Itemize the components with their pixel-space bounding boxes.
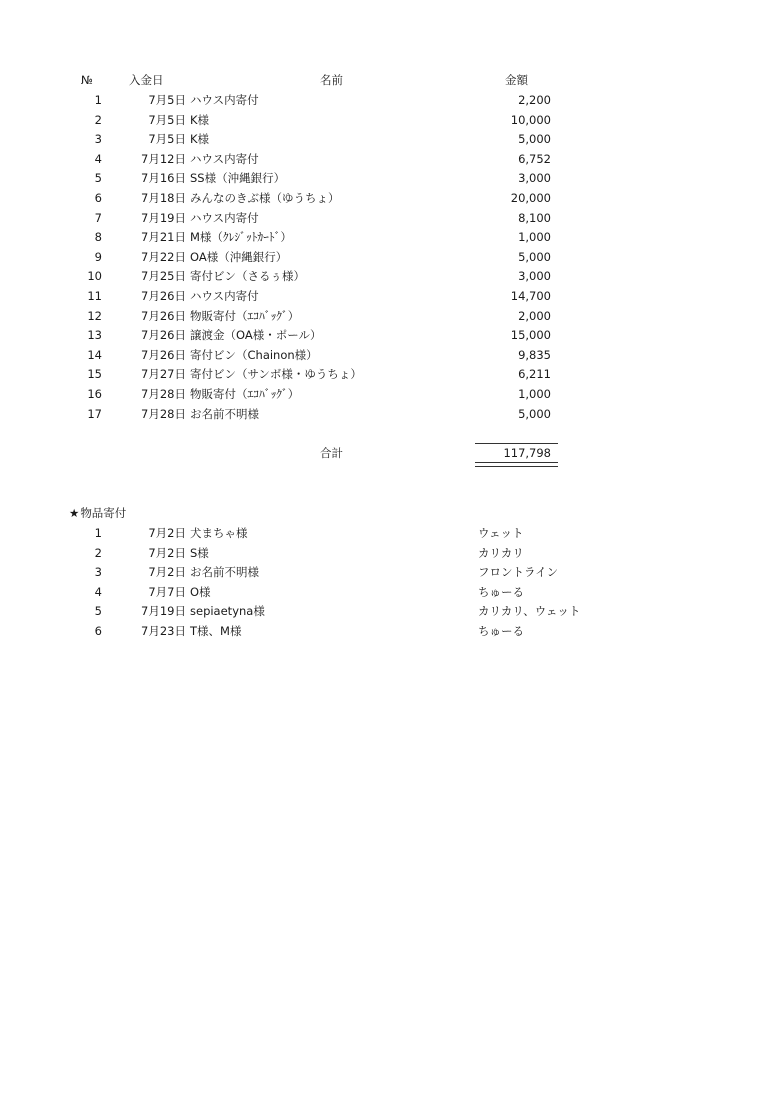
row-no: 6 [94, 191, 102, 205]
table-row [0, 346, 780, 366]
header-name: 名前 [320, 73, 343, 87]
row-name: みんなのきぶ様（ゆうちょ） [190, 191, 340, 205]
total-label: 合計 [320, 446, 343, 460]
row-name: ハウス内寄付 [190, 289, 259, 303]
row-no: 7 [94, 210, 102, 225]
row-date: 7月25日 [141, 269, 186, 284]
row-amount: 14,700 [510, 289, 551, 303]
row-name: 寄付ビン（サンボ様・ゆうちょ） [190, 367, 362, 382]
row-amount: 6,752 [518, 151, 551, 166]
row-date: 7月5日 [148, 93, 186, 107]
row-no: 10 [87, 269, 102, 284]
row-amount: 8,100 [518, 210, 551, 225]
goods-no: 6 [94, 624, 102, 638]
total-row [0, 444, 780, 464]
row-no: 16 [87, 387, 102, 401]
row-date: 7月26日 [141, 289, 186, 303]
table-row [0, 326, 780, 346]
goods-no: 4 [94, 584, 102, 599]
row-no: 11 [87, 289, 102, 303]
goods-section-title [69, 504, 126, 524]
header-no: № [81, 73, 93, 87]
row-date: 7月28日 [141, 387, 186, 401]
goods-no: 5 [94, 604, 102, 619]
star-icon: ★ [69, 506, 80, 520]
row-no: 3 [94, 132, 102, 147]
row-amount: 3,000 [518, 269, 551, 284]
row-name: OA様（沖縄銀行） [190, 249, 288, 264]
header-amount: 金額 [505, 73, 528, 87]
list-item [0, 563, 780, 583]
goods-date: 7月7日 [148, 584, 186, 599]
row-name: 寄付ビン（さるぅ様） [190, 269, 305, 284]
goods-no: 3 [94, 565, 102, 580]
row-name: 物販寄付（ｴｺﾊﾞｯｸﾞ） [190, 308, 300, 323]
total-amount: 117,798 [503, 446, 551, 460]
goods-date: 7月2日 [148, 565, 186, 580]
row-date: 7月19日 [141, 210, 186, 225]
row-name: お名前不明様 [190, 406, 259, 421]
row-no: 17 [87, 406, 102, 421]
row-date: 7月5日 [148, 112, 186, 127]
header-date: 入金日 [129, 73, 164, 87]
row-no: 13 [87, 328, 102, 343]
row-amount: 2,200 [518, 93, 551, 107]
row-name: 寄付ビン（Chainon様） [190, 347, 318, 362]
goods-no: 1 [94, 526, 102, 540]
row-amount: 3,000 [518, 171, 551, 186]
row-date: 7月26日 [141, 347, 186, 362]
list-item [0, 544, 780, 564]
goods-donor: sepiaetyna様 [190, 604, 265, 619]
goods-item: ちゅーる [478, 584, 524, 599]
row-amount: 1,000 [518, 387, 551, 401]
row-amount: 10,000 [510, 112, 551, 127]
goods-date: 7月23日 [141, 624, 186, 638]
row-date: 7月16日 [141, 171, 186, 186]
row-name: ハウス内寄付 [190, 151, 259, 166]
table-row [0, 150, 780, 170]
row-date: 7月22日 [141, 249, 186, 264]
list-item [0, 602, 780, 622]
goods-date: 7月2日 [148, 526, 186, 540]
table-row [0, 385, 780, 405]
table-row [0, 267, 780, 287]
row-name: K様 [190, 112, 210, 127]
table-row [0, 287, 780, 307]
row-no: 4 [94, 151, 102, 166]
row-date: 7月5日 [148, 132, 186, 147]
table-row [0, 111, 780, 131]
goods-donor: S様 [190, 545, 209, 560]
goods-date: 7月19日 [141, 604, 186, 619]
row-date: 7月26日 [141, 328, 186, 343]
goods-donor: 犬まちゃ様 [190, 526, 248, 540]
goods-donor: O様 [190, 584, 211, 599]
goods-donor: T様、M様 [190, 624, 242, 638]
row-no: 8 [94, 230, 102, 245]
row-name: 物販寄付（ｴｺﾊﾞｯｸﾞ） [190, 387, 300, 401]
table-row [0, 169, 780, 189]
table-row [0, 248, 780, 268]
table-row [0, 130, 780, 150]
row-date: 7月27日 [141, 367, 186, 382]
table-header [0, 71, 780, 91]
goods-item: フロントライン [478, 565, 559, 580]
row-no: 5 [94, 171, 102, 186]
row-name: ハウス内寄付 [190, 93, 259, 107]
goods-item: カリカリ [478, 545, 524, 560]
row-amount: 6,211 [518, 367, 551, 382]
row-no: 14 [87, 347, 102, 362]
goods-date: 7月2日 [148, 545, 186, 560]
row-amount: 9,835 [518, 347, 551, 362]
row-no: 9 [94, 249, 102, 264]
row-amount: 5,000 [518, 406, 551, 421]
goods-donor: お名前不明様 [190, 565, 259, 580]
row-name: K様 [190, 132, 210, 147]
row-date: 7月21日 [141, 230, 186, 245]
goods-item: ちゅーる [478, 624, 524, 638]
row-amount: 5,000 [518, 132, 551, 147]
goods-item: ウェット [478, 526, 524, 540]
goods-title-text: 物品寄付 [80, 506, 127, 520]
goods-item: カリカリ、ウェット [478, 604, 581, 619]
table-row [0, 189, 780, 209]
row-no: 1 [94, 93, 102, 107]
table-row [0, 91, 780, 111]
list-item [0, 622, 780, 642]
row-no: 15 [87, 367, 102, 382]
row-name: M様（ｸﾚｼﾞｯﾄｶｰﾄﾞ） [190, 230, 292, 245]
row-date: 7月18日 [141, 191, 186, 205]
row-date: 7月12日 [141, 151, 186, 166]
row-name: ハウス内寄付 [190, 210, 259, 225]
row-amount: 15,000 [510, 328, 551, 343]
table-row [0, 307, 780, 327]
row-name: SS様（沖縄銀行） [190, 171, 286, 186]
row-no: 12 [87, 308, 102, 323]
table-row [0, 209, 780, 229]
row-amount: 2,000 [518, 308, 551, 323]
table-row [0, 228, 780, 248]
row-amount: 1,000 [518, 230, 551, 245]
row-date: 7月28日 [141, 406, 186, 421]
total-rule-double [475, 462, 558, 467]
table-row [0, 405, 780, 425]
list-item [0, 583, 780, 603]
row-name: 譲渡金（OA様・ポール） [190, 328, 322, 343]
row-no: 2 [94, 112, 102, 127]
row-amount: 20,000 [510, 191, 551, 205]
row-amount: 5,000 [518, 249, 551, 264]
row-date: 7月26日 [141, 308, 186, 323]
table-row [0, 365, 780, 385]
list-item [0, 524, 780, 544]
goods-no: 2 [94, 545, 102, 560]
